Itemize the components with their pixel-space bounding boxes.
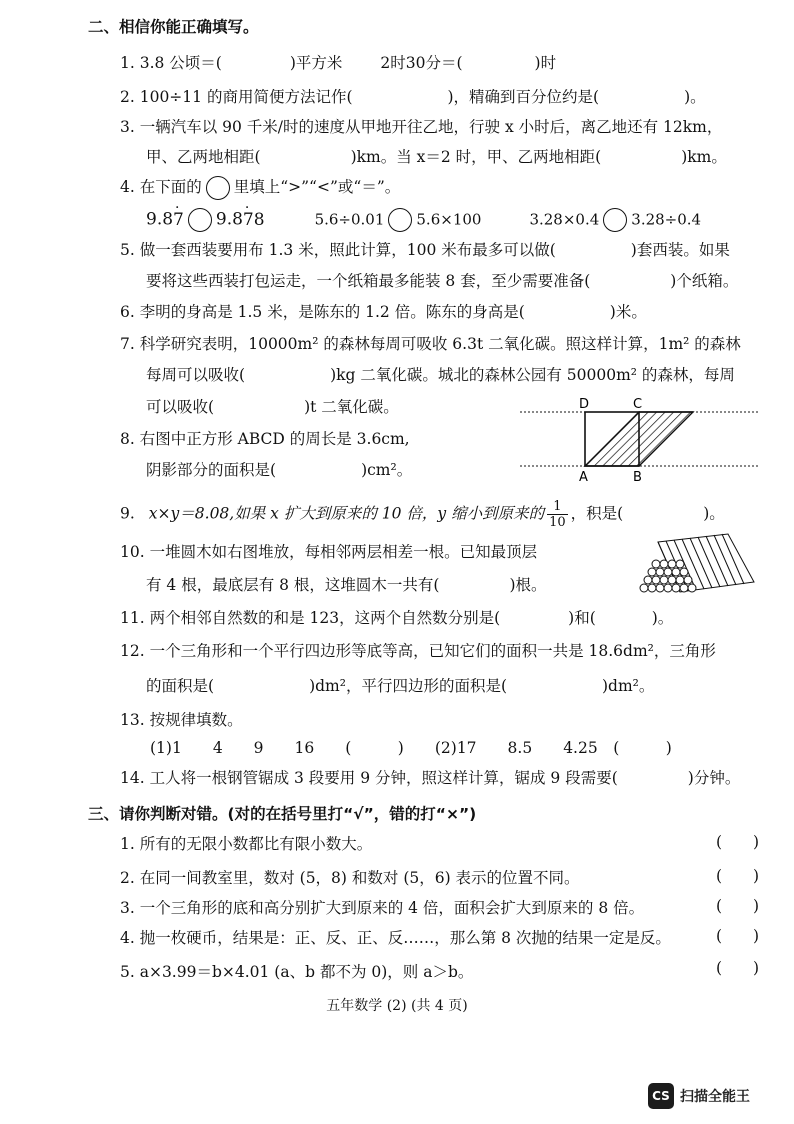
label-d: D [579, 397, 590, 412]
camscanner-logo-icon: CS [648, 1083, 674, 1109]
question-5-line2: 要将这些西装打包运走，一个纸箱最多能装 8 套，至少需要准备( )个纸箱。 [146, 272, 739, 290]
judge-item-4: 4. 抛一枚硬币，结果是：正、反、正、反……，那么第 8 次抛的结果一定是反。 [120, 929, 671, 947]
question-3-line1: 3. 一辆汽车以 90 千米/时的速度从甲地开往乙地，行驶 x 小时后，离乙地还有 12km， [120, 118, 723, 136]
circle-icon [206, 176, 230, 200]
question-2: 2. 100÷11 的商用简便方法记作( )，精确到百分位约是( )。 [120, 88, 706, 106]
question-10-line1: 10. 一堆圆木如右图堆放，每相邻两层相差一根。已知最顶层 [120, 543, 538, 561]
judge-item-1: 1. 所有的无限小数都比有限小数大。 [120, 835, 373, 853]
question-13-sequences: (1)1 4 9 16 ( ) (2)17 8.5 4.25 ( ) [150, 739, 672, 757]
judge-paren-2[interactable]: ( ) [716, 867, 760, 885]
judge-item-5: 5. a×3.99＝b×4.01 (a、b 都不为 0)，则 a＞b。 [120, 963, 474, 981]
section2-title: 二、相信你能正确填写。 [88, 18, 259, 36]
label-b: B [633, 470, 642, 484]
question-7-line1: 7. 科学研究表明，10000m² 的森林每周可吸收 6.3t 二氧化碳。照这样计算，1m² 的森林 [120, 335, 741, 353]
page-footer: 五年数学 (2) (共 4 页) [326, 998, 468, 1014]
compare-circle-1[interactable] [188, 208, 212, 232]
scanner-name: 扫描全能王 [680, 1089, 750, 1105]
question-3-line2: 甲、乙两地相距( )km。当 x＝2 时，甲、乙两地相距( )km。 [146, 148, 727, 166]
question-14: 14. 工人将一根钢管锯成 3 段要用 9 分钟，照这样计算，锯成 9 段需要( )分钟。 [120, 769, 741, 787]
question-7-line3: 可以吸收( )t 二氧化碳。 [146, 398, 399, 416]
question-9: 9. x×y＝8.08,如果 x 扩大到原来的 10 倍，y 缩小到原来的 $\frac{1}{10}$ ，积是( )。 [120, 499, 725, 530]
judge-item-2: 2. 在同一间教室里，数对 (5，8) 和数对 (5，6) 表示的位置不同。 [120, 869, 580, 887]
section3-title: 三、请你判断对错。(对的在括号里打“√”，错的打“×”) [88, 805, 477, 823]
judge-paren-3[interactable]: ( ) [716, 897, 760, 915]
compare-circle-3[interactable] [603, 208, 627, 232]
log-pile-figure [636, 530, 756, 600]
judge-paren-5[interactable]: ( ) [716, 959, 760, 977]
question-6: 6. 李明的身高是 1.5 米，是陈东的 1.2 倍。陈东的身高是( )米。 [120, 303, 647, 321]
question-5-line1: 5. 做一套西装要用布 1.3 米，照此计算，100 米布最多可以做( )套西装。如果 [120, 241, 730, 259]
judge-paren-1[interactable]: ( ) [716, 833, 760, 851]
shaded-parallelogram [585, 412, 693, 466]
judge-item-3: 3. 一个三角形的底和高分别扩大到原来的 4 倍，面积会扩大到原来的 8 倍。 [120, 899, 645, 917]
question-7-line2: 每周可以吸收( )kg 二氧化碳。城北的森林公园有 50000m² 的森林，每周 [146, 366, 735, 384]
question-8-line2: 阴影部分的面积是( )cm²。 [146, 461, 413, 479]
question-11: 11. 两个相邻自然数的和是 123，这两个自然数分别是( )和( )。 [120, 609, 674, 627]
label-c: C [633, 397, 643, 412]
square-figure [515, 392, 765, 484]
question-4-compare: 9.8· 7 9.8· 78 5.6÷0.01 5.6×100 3.28×0.4 3.28÷0.4 [146, 208, 701, 232]
question-12-line1: 12. 一个三角形和一个平行四边形等底等高，已知它们的面积一共是 18.6dm²，三角形 [120, 642, 716, 660]
label-a: A [579, 470, 588, 484]
fraction: $\frac{1}{10}$ [549, 499, 566, 530]
question-8-line1: 8. 右图中正方形 ABCD 的周长是 3.6cm, [120, 430, 410, 448]
question-10-line2: 有 4 根，最底层有 8 根，这堆圆木一共有( )根。 [146, 576, 547, 594]
question-4: 4. 在下面的 里填上“>”“<”或“＝”。 [120, 176, 400, 200]
question-12-line2: 的面积是( )dm²，平行四边形的面积是( )dm²。 [146, 677, 655, 695]
compare-circle-2[interactable] [388, 208, 412, 232]
question-1: 1. 3.8 公顷＝( )平方米 2时30分＝( )时 [120, 54, 557, 72]
question-13: 13. 按规律填数。 [120, 711, 243, 729]
judge-paren-4[interactable]: ( ) [716, 927, 760, 945]
